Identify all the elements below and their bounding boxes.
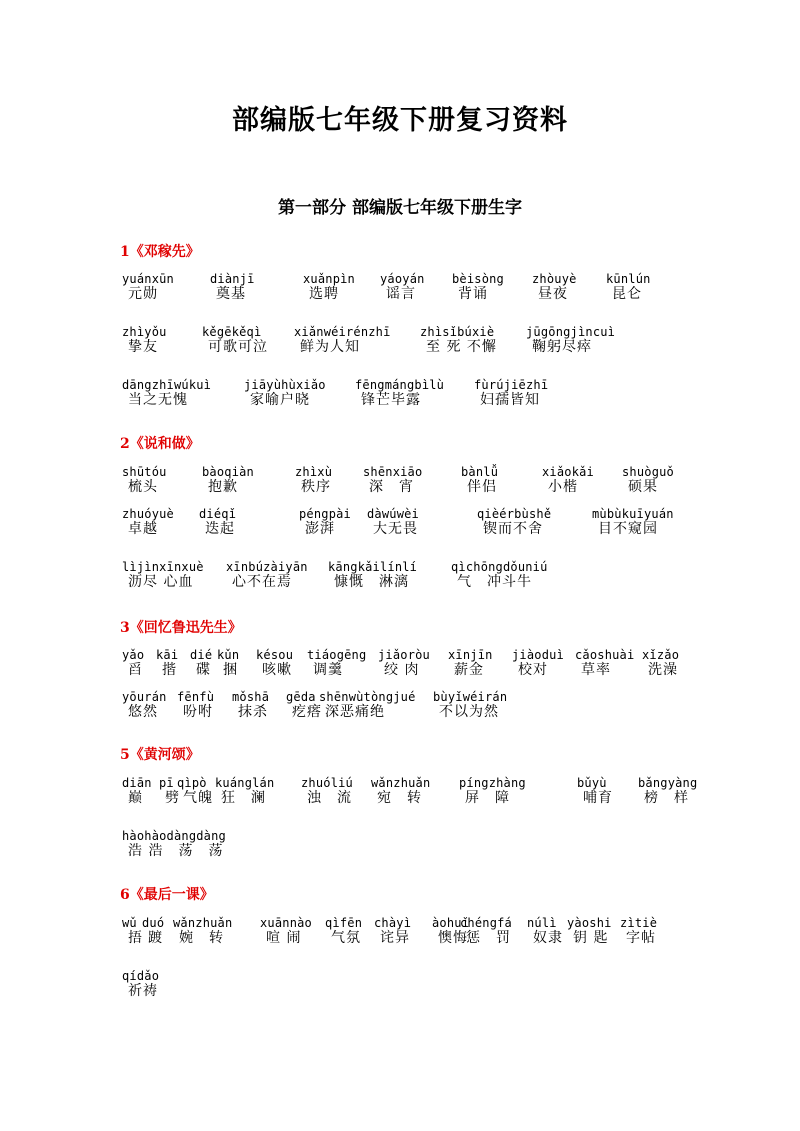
chinese-word: 捆 bbox=[223, 662, 238, 678]
chinese-word: 奠基 bbox=[216, 286, 246, 302]
pinyin: dāngzhīwúkuì bbox=[122, 378, 212, 392]
chinese-word: 澎湃 bbox=[305, 521, 335, 537]
word-item bbox=[156, 648, 178, 678]
pinyin: bèisòng bbox=[452, 272, 504, 286]
pinyin: kūnlún bbox=[606, 272, 651, 286]
word-row bbox=[122, 916, 682, 956]
pinyin: késou bbox=[256, 648, 294, 662]
word-item bbox=[122, 272, 174, 302]
pinyin: yáoyán bbox=[380, 272, 425, 286]
pinyin: xīnjīn bbox=[448, 648, 493, 662]
chinese-word: 揩 bbox=[162, 662, 177, 678]
chinese-word: 捂 bbox=[128, 930, 143, 946]
pinyin: bànlǚ bbox=[461, 465, 499, 479]
chinese-word: 榜 样 bbox=[644, 790, 689, 806]
word-item bbox=[202, 325, 268, 355]
word-row bbox=[122, 969, 682, 1009]
chinese-word: 气魄 bbox=[183, 790, 213, 806]
word-item bbox=[260, 916, 312, 946]
lesson-heading: 3《回忆鲁迅先生》 bbox=[120, 620, 242, 636]
word-item bbox=[592, 507, 674, 537]
pinyin: diànjī bbox=[210, 272, 255, 286]
word-item bbox=[286, 690, 322, 720]
word-item bbox=[122, 916, 143, 946]
chinese-word: 薪金 bbox=[454, 662, 484, 678]
chinese-word: 浩 浩 荡 荡 bbox=[128, 843, 224, 859]
chinese-word: 屏 障 bbox=[465, 790, 510, 806]
pinyin: mǒshā bbox=[232, 690, 270, 704]
word-item bbox=[122, 378, 211, 408]
word-item bbox=[642, 648, 679, 678]
word-item bbox=[303, 272, 355, 302]
chinese-word: 沥尽 心血 bbox=[128, 574, 194, 590]
pinyin: kěgēkěqì bbox=[202, 325, 262, 339]
chinese-word: 卓越 bbox=[128, 521, 158, 537]
chinese-word: 祈祷 bbox=[128, 983, 158, 999]
chinese-word: 哺育 bbox=[583, 790, 613, 806]
pinyin: jiǎoròu bbox=[378, 648, 430, 662]
chinese-word: 婉 转 bbox=[179, 930, 224, 946]
chinese-word: 吩咐 bbox=[183, 704, 213, 720]
pinyin: zhìxù bbox=[295, 465, 333, 479]
chinese-word: 昆仑 bbox=[612, 286, 642, 302]
chinese-word: 锋芒毕露 bbox=[361, 392, 421, 408]
chinese-word: 硕果 bbox=[628, 479, 658, 495]
pinyin: pī bbox=[159, 776, 174, 790]
word-item bbox=[374, 916, 411, 946]
lesson-heading: 2《说和做》 bbox=[120, 436, 200, 452]
word-row bbox=[122, 648, 682, 688]
chinese-word: 巅 bbox=[128, 790, 143, 806]
word-item bbox=[433, 690, 507, 720]
word-item bbox=[620, 916, 657, 946]
chinese-word: 舀 bbox=[128, 662, 143, 678]
word-item bbox=[122, 969, 159, 999]
word-item bbox=[575, 648, 634, 678]
word-item bbox=[512, 648, 564, 678]
word-item bbox=[460, 916, 512, 946]
chinese-word: 惩 罚 bbox=[466, 930, 511, 946]
pinyin: kāi bbox=[156, 648, 179, 662]
pinyin: yuánxūn bbox=[122, 272, 174, 286]
chinese-word: 悠然 bbox=[128, 704, 158, 720]
chinese-word: 至 死 不懈 bbox=[426, 339, 497, 355]
pinyin: kǔn bbox=[217, 648, 240, 662]
word-item bbox=[232, 690, 269, 720]
pinyin: xuānnào bbox=[260, 916, 312, 930]
word-item bbox=[217, 648, 239, 678]
chinese-word: 宛 转 bbox=[377, 790, 422, 806]
word-item bbox=[474, 378, 548, 408]
pinyin: zìtiè bbox=[620, 916, 658, 930]
pinyin: jiāyùhùxiǎo bbox=[244, 378, 326, 392]
pinyin: fēngmángbìlù bbox=[355, 378, 445, 392]
chinese-word: 劈 bbox=[165, 790, 180, 806]
chinese-word: 妇孺皆知 bbox=[480, 392, 540, 408]
pinyin: yàoshi bbox=[567, 916, 612, 930]
word-item bbox=[477, 507, 551, 537]
word-row bbox=[122, 776, 698, 816]
word-item bbox=[461, 465, 498, 495]
lesson-heading: 5《黄河颂》 bbox=[120, 747, 200, 763]
word-row bbox=[122, 272, 682, 312]
chinese-word: 钥 匙 bbox=[573, 930, 609, 946]
word-item bbox=[199, 507, 236, 537]
word-item bbox=[567, 916, 612, 946]
word-item bbox=[122, 325, 167, 355]
pinyin: wǎnzhuǎn bbox=[371, 776, 431, 790]
chinese-word: 秩序 bbox=[301, 479, 331, 495]
chinese-word: 挚友 bbox=[128, 339, 158, 355]
word-item bbox=[448, 648, 493, 678]
word-item bbox=[299, 507, 351, 537]
word-item bbox=[527, 916, 563, 946]
pinyin: shēnwùtòngjué bbox=[319, 690, 416, 704]
word-item bbox=[142, 916, 164, 946]
word-item bbox=[202, 465, 254, 495]
word-item bbox=[215, 776, 274, 806]
pinyin: bǔyù bbox=[577, 776, 607, 790]
pinyin: xuǎnpìn bbox=[303, 272, 355, 286]
pinyin: diéqǐ bbox=[199, 507, 237, 521]
pinyin: shēnxiāo bbox=[363, 465, 423, 479]
pinyin: yǎo bbox=[122, 648, 145, 662]
lesson-heading: 6《最后一课》 bbox=[120, 887, 214, 903]
pinyin: dàwúwèi bbox=[367, 507, 419, 521]
word-item bbox=[459, 776, 526, 806]
chinese-word: 气氛 bbox=[331, 930, 361, 946]
chinese-word: 鞠躬尽瘁 bbox=[532, 339, 592, 355]
word-item bbox=[380, 272, 425, 302]
word-row bbox=[122, 690, 682, 730]
chinese-word: 懊悔 bbox=[438, 930, 468, 946]
pinyin: wǔ bbox=[122, 916, 137, 930]
pinyin: duó bbox=[142, 916, 165, 930]
pinyin: núlì bbox=[527, 916, 557, 930]
chinese-word: 洗澡 bbox=[648, 662, 678, 678]
pinyin: chàyì bbox=[374, 916, 412, 930]
pinyin: zhìsǐbúxiè bbox=[420, 325, 495, 339]
word-item bbox=[173, 916, 232, 946]
pinyin: qièérbùshě bbox=[477, 507, 552, 521]
word-item bbox=[177, 776, 213, 806]
chinese-word: 谣言 bbox=[386, 286, 416, 302]
pinyin: kuánglán bbox=[215, 776, 275, 790]
word-item bbox=[122, 829, 226, 859]
pinyin: qìpò bbox=[177, 776, 207, 790]
chinese-word: 碟 bbox=[196, 662, 211, 678]
document-title: 部编版七年级下册复习资料 bbox=[232, 105, 568, 136]
word-item bbox=[577, 776, 613, 806]
word-row bbox=[122, 507, 682, 547]
chinese-word: 奴隶 bbox=[533, 930, 563, 946]
pinyin: fùrújiēzhī bbox=[474, 378, 549, 392]
pinyin: gēda bbox=[286, 690, 316, 704]
word-item bbox=[307, 648, 366, 678]
pinyin: qìchōngdǒuniú bbox=[451, 560, 548, 574]
word-item bbox=[622, 465, 674, 495]
word-item bbox=[122, 465, 167, 495]
word-item bbox=[542, 465, 594, 495]
chinese-word: 调羹 bbox=[313, 662, 343, 678]
pinyin: tiáogēng bbox=[307, 648, 367, 662]
pinyin: dié bbox=[190, 648, 213, 662]
pinyin: zhuóyuè bbox=[122, 507, 174, 521]
chinese-word: 选聘 bbox=[309, 286, 339, 302]
pinyin: zhìyǒu bbox=[122, 325, 167, 339]
chinese-word: 踱 bbox=[148, 930, 163, 946]
chinese-word: 不以为然 bbox=[439, 704, 499, 720]
pinyin: àohuǐ bbox=[432, 916, 470, 930]
pinyin: lìjìnxīnxuè bbox=[122, 560, 204, 574]
word-item bbox=[210, 272, 255, 302]
chinese-word: 诧异 bbox=[380, 930, 410, 946]
pinyin: fēnfù bbox=[177, 690, 215, 704]
chinese-word: 梳头 bbox=[128, 479, 158, 495]
word-item bbox=[532, 272, 577, 302]
word-item bbox=[420, 325, 497, 355]
word-item bbox=[122, 648, 144, 678]
word-item bbox=[363, 465, 422, 495]
chinese-word: 深 宵 bbox=[369, 479, 414, 495]
chinese-word: 小楷 bbox=[548, 479, 578, 495]
word-row bbox=[122, 465, 682, 505]
pinyin: bàoqiàn bbox=[202, 465, 254, 479]
chinese-word: 当之无愧 bbox=[128, 392, 188, 408]
pinyin: zhuóliú bbox=[301, 776, 353, 790]
pinyin: xīnbúzàiyān bbox=[226, 560, 308, 574]
pinyin: xiǎnwéirénzhī bbox=[294, 325, 391, 339]
word-item bbox=[378, 648, 430, 678]
chinese-word: 草率 bbox=[581, 662, 611, 678]
chinese-word: 慷慨 淋漓 bbox=[334, 574, 409, 590]
chinese-word: 昼夜 bbox=[538, 286, 568, 302]
word-row bbox=[122, 325, 682, 365]
word-row bbox=[122, 378, 682, 418]
chinese-word: 字帖 bbox=[626, 930, 656, 946]
pinyin: shuòguǒ bbox=[622, 465, 674, 479]
word-item bbox=[226, 560, 308, 590]
chinese-word: 喧 闹 bbox=[266, 930, 302, 946]
chinese-word: 浊 流 bbox=[307, 790, 352, 806]
pinyin: hàohàodàngdàng bbox=[122, 829, 226, 843]
word-row bbox=[122, 560, 682, 600]
word-item bbox=[451, 560, 548, 590]
part-heading: 第一部分 部编版七年级下册生字 bbox=[278, 198, 522, 218]
word-item bbox=[294, 325, 391, 355]
pinyin: píngzhàng bbox=[459, 776, 526, 790]
word-item bbox=[122, 507, 174, 537]
chinese-word: 抹杀 bbox=[238, 704, 268, 720]
word-row bbox=[122, 829, 682, 869]
chinese-word: 气 冲斗牛 bbox=[457, 574, 532, 590]
chinese-word: 狂 澜 bbox=[221, 790, 266, 806]
word-item bbox=[328, 560, 417, 590]
pinyin: qìfēn bbox=[325, 916, 363, 930]
chinese-word: 鲜为人知 bbox=[300, 339, 360, 355]
chinese-word: 可歌可泣 bbox=[208, 339, 268, 355]
pinyin: yōurán bbox=[122, 690, 167, 704]
pinyin: jiàoduì bbox=[512, 648, 564, 662]
word-item bbox=[122, 560, 204, 590]
chinese-word: 背诵 bbox=[458, 286, 488, 302]
word-item bbox=[301, 776, 353, 806]
pinyin: xǐzǎo bbox=[642, 648, 680, 662]
word-item bbox=[606, 272, 651, 302]
chinese-word: 抱歉 bbox=[208, 479, 238, 495]
word-item bbox=[244, 378, 326, 408]
pinyin: cǎoshuài bbox=[575, 648, 635, 662]
chinese-word: 伴侣 bbox=[467, 479, 497, 495]
word-item bbox=[355, 378, 444, 408]
word-item bbox=[325, 916, 362, 946]
word-item bbox=[122, 690, 167, 720]
chinese-word: 咳嗽 bbox=[262, 662, 292, 678]
pinyin: wǎnzhuǎn bbox=[173, 916, 233, 930]
word-item bbox=[452, 272, 504, 302]
pinyin: bǎngyàng bbox=[638, 776, 698, 790]
pinyin: bùyǐwéirán bbox=[433, 690, 508, 704]
word-item bbox=[256, 648, 293, 678]
word-item bbox=[526, 325, 615, 355]
pinyin: jūgōngjìncuì bbox=[526, 325, 616, 339]
word-item bbox=[371, 776, 430, 806]
chinese-word: 大无畏 bbox=[373, 521, 418, 537]
word-item bbox=[638, 776, 697, 806]
pinyin: chéngfá bbox=[460, 916, 512, 930]
pinyin: diān bbox=[122, 776, 152, 790]
pinyin: mùbùkuīyuán bbox=[592, 507, 674, 521]
word-item bbox=[367, 507, 419, 537]
chinese-word: 家喻户晓 bbox=[250, 392, 310, 408]
pinyin: xiǎokǎi bbox=[542, 465, 594, 479]
lesson-heading: 1《邓稼先》 bbox=[120, 244, 200, 260]
word-item bbox=[190, 648, 212, 678]
word-item bbox=[295, 465, 332, 495]
word-item bbox=[319, 690, 416, 720]
pinyin: zhòuyè bbox=[532, 272, 577, 286]
word-item bbox=[177, 690, 214, 720]
word-item bbox=[122, 776, 152, 806]
chinese-word: 绞 肉 bbox=[384, 662, 420, 678]
chinese-word: 深恶痛绝 bbox=[325, 704, 385, 720]
pinyin: shūtóu bbox=[122, 465, 167, 479]
pinyin: péngpài bbox=[299, 507, 351, 521]
pinyin: kāngkǎilínlí bbox=[328, 560, 418, 574]
chinese-word: 目不窥园 bbox=[598, 521, 658, 537]
pinyin: qídǎo bbox=[122, 969, 160, 983]
chinese-word: 锲而不舍 bbox=[483, 521, 543, 537]
chinese-word: 迭起 bbox=[205, 521, 235, 537]
chinese-word: 疙瘩 bbox=[292, 704, 322, 720]
chinese-word: 校对 bbox=[518, 662, 548, 678]
chinese-word: 元勋 bbox=[128, 286, 158, 302]
chinese-word: 心不在焉 bbox=[232, 574, 292, 590]
